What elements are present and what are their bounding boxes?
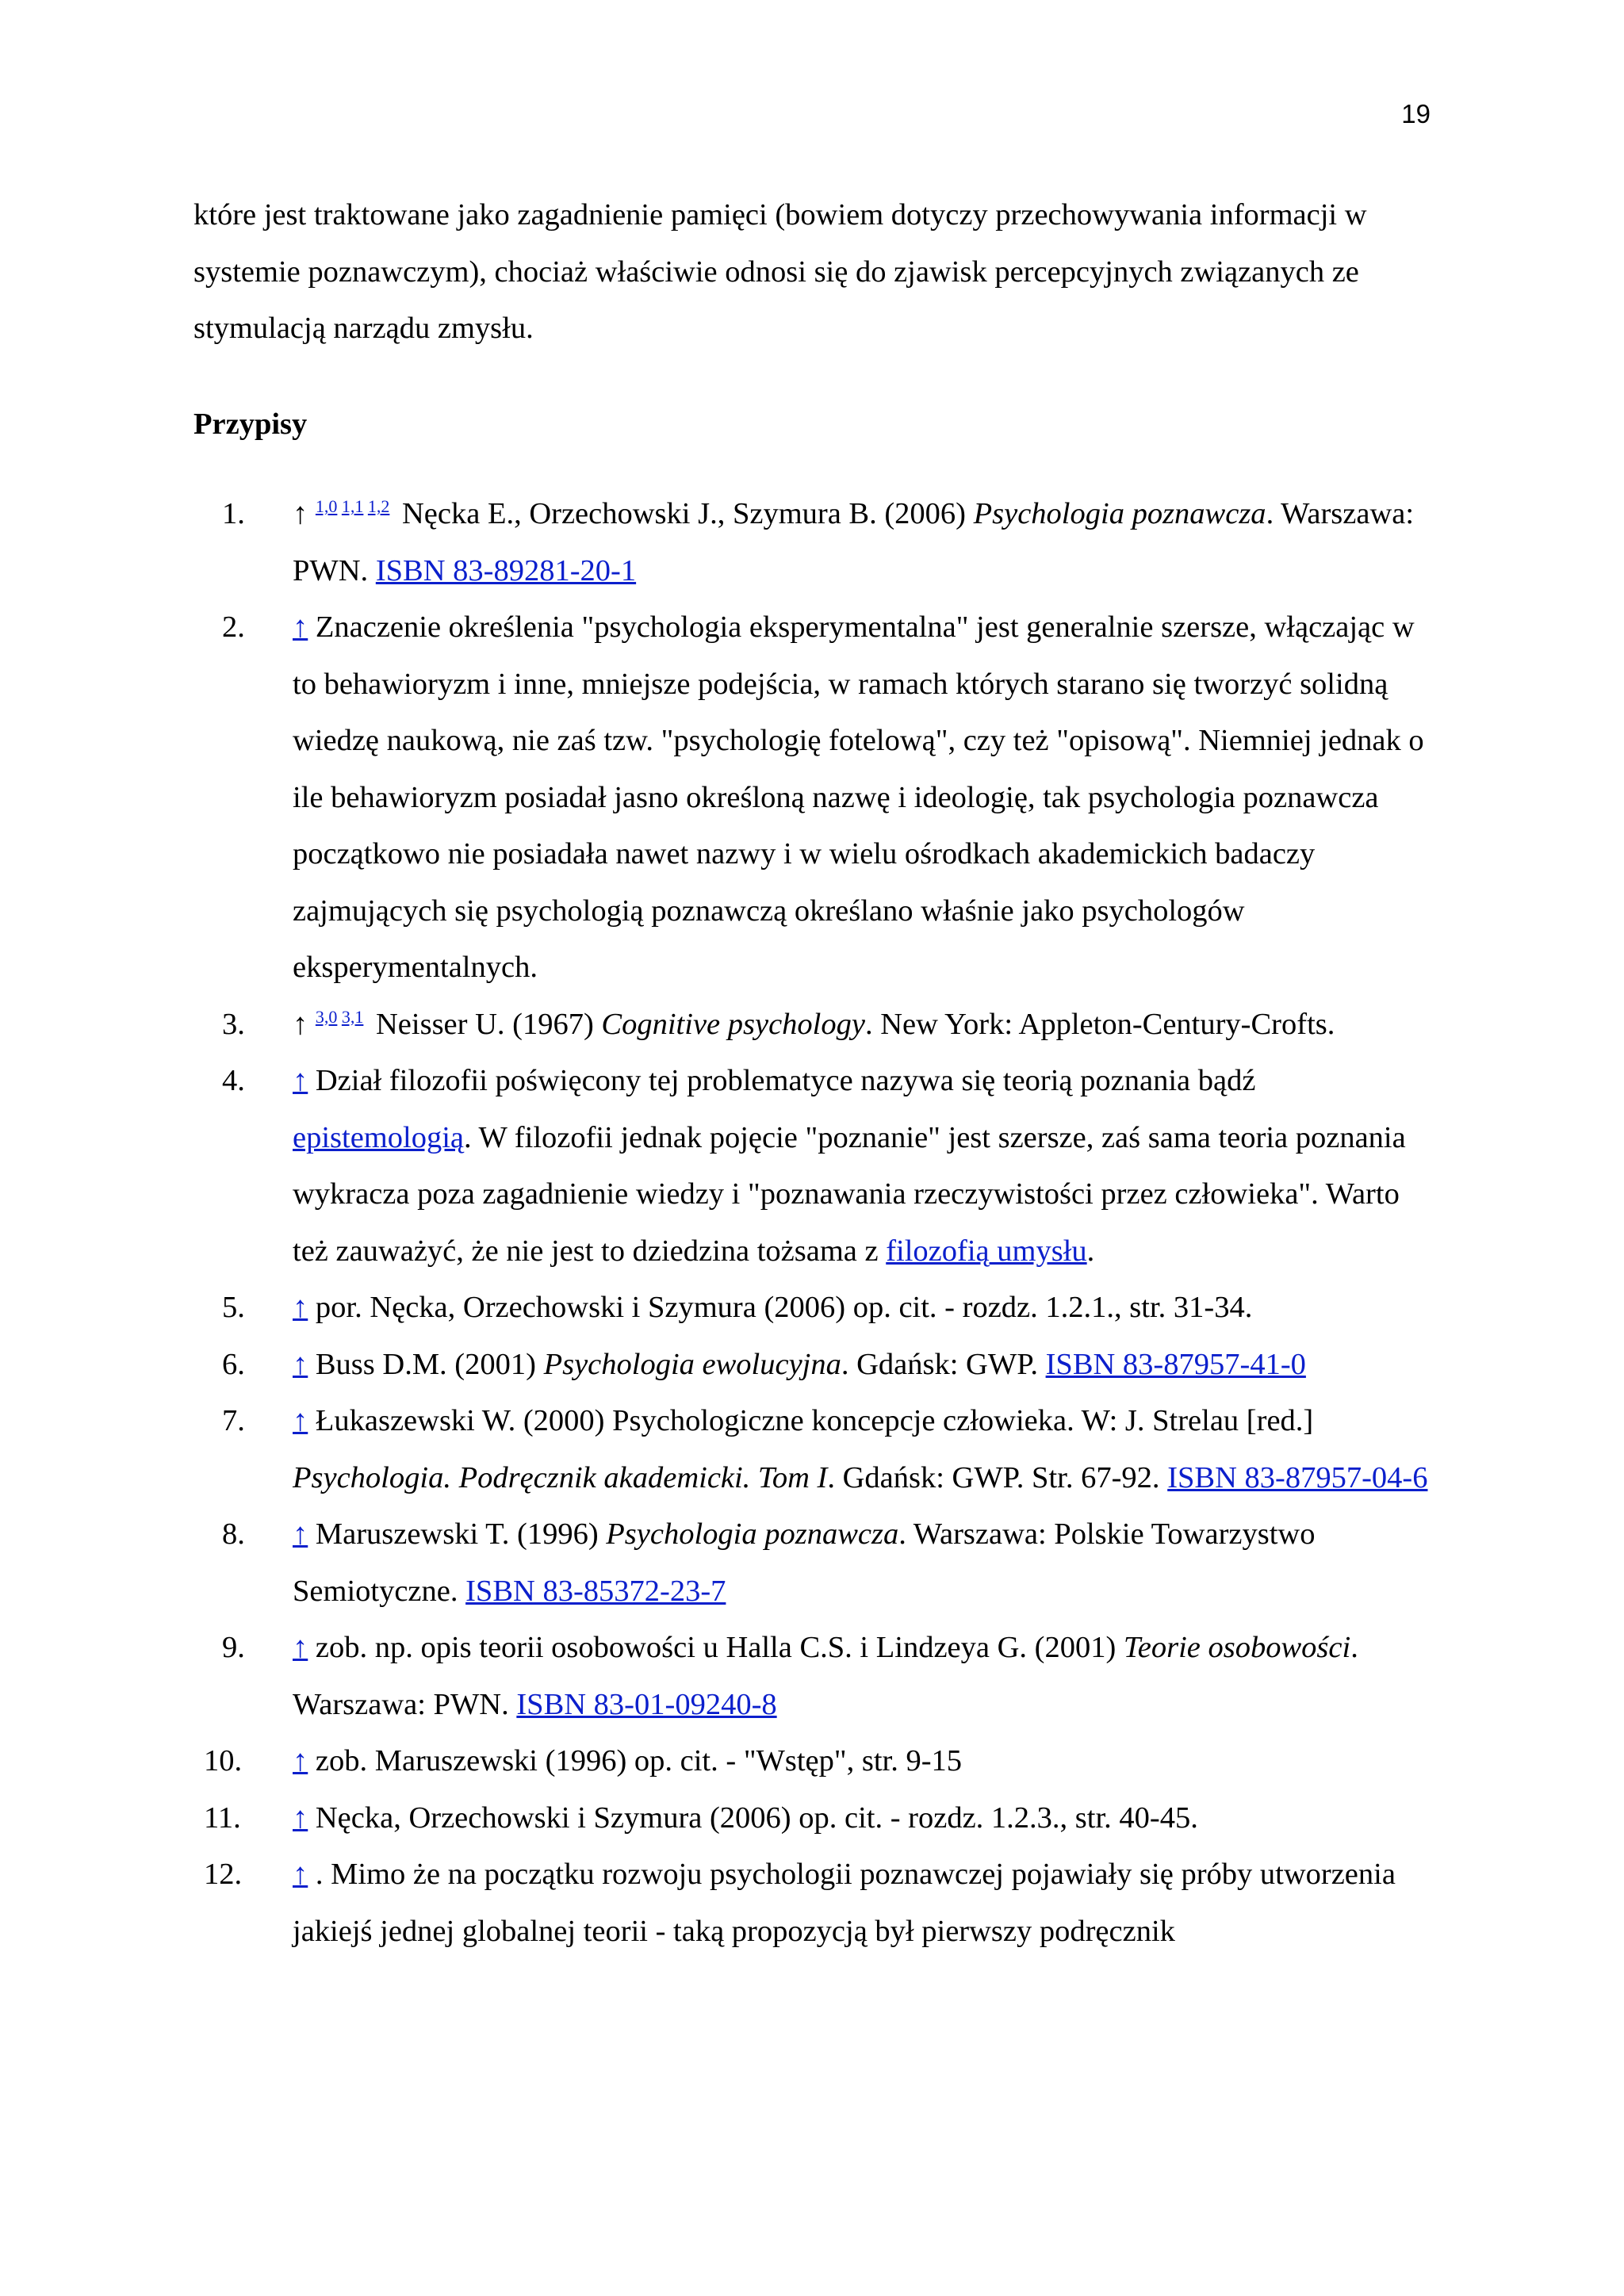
back-arrow-icon[interactable]: ↑ [293,1744,308,1777]
footnote-number: 4. [222,1064,245,1097]
footnote-number: 9. [222,1631,245,1664]
footnote-text: Nęcka E., Orzechowski J., Szymura B. (2006) [394,497,974,530]
footnote-text: Łukaszewski W. (2000) Psychologiczne koncepcje człowieka. W: J. Strelau [red.] [308,1404,1314,1437]
epistemology-link[interactable]: epistemologią [293,1120,464,1154]
footnote-title: Teorie osobowości [1123,1631,1351,1664]
footnote-item [193,1337,1438,1394]
footnote-number: 5. [222,1291,245,1324]
footnote-item [193,1280,1438,1337]
footnote-item [193,1506,1438,1620]
backlink[interactable]: 3,1 [341,1006,364,1027]
footnote-item [193,1790,1438,1847]
footnote-text: . New York: Appleton-Century-Crofts. [864,1007,1335,1041]
footnote-number: 2. [222,610,245,644]
back-arrow-icon[interactable]: ↑ [293,1858,308,1891]
page-number: 19 [1401,99,1431,128]
backlink-group [316,1007,364,1027]
footnote-number: 7. [222,1404,245,1437]
back-arrow-icon[interactable]: ↑ [293,1631,308,1664]
back-arrow-icon: ↑ [293,1007,308,1041]
backlink[interactable]: 3,0 [315,1006,338,1027]
section-heading: Przypisy [193,407,308,441]
back-arrow-icon[interactable]: ↑ [293,1800,308,1835]
footnote-text: . Warszawa: PWN. [293,1631,1358,1721]
footnote-text: zob. Maruszewski (1996) op. cit. - "Wstęp", str. 9-15 [308,1744,963,1777]
isbn-link[interactable]: ISBN 83-87957-41-0 [1045,1347,1306,1381]
footnote-text: Buss D.M. (2001) [308,1347,544,1381]
footnote-number: 3. [222,1007,245,1041]
isbn-link[interactable]: ISBN 83-85372-23-7 [465,1574,726,1608]
page-content [193,187,1438,1960]
footnote-text: . Gdańsk: GWP. [841,1347,1046,1381]
footnote-title: Psychologia ewolucyjna [543,1347,841,1381]
footnote-item [193,1393,1438,1506]
footnote-item [193,1733,1438,1790]
footnote-text: . Gdańsk: GWP. Str. 67-92. [827,1460,1168,1494]
footnote-item [193,1053,1438,1280]
footnote-text: Nęcka, Orzechowski i Szymura (2006) op. cit. - rozdz. 1.2.3., str. 40-45. [308,1800,1198,1835]
footnote-number: 11. [204,1800,241,1835]
footnote-text: Dział filozofii poświęcony tej problematyce nazywa się teorią poznania bądź [308,1064,1256,1097]
backlink[interactable]: 1,1 [341,496,364,516]
back-arrow-icon[interactable]: ↑ [293,1517,308,1551]
footnote-text: . Warszawa: Polskie Towarzystwo Semiotyczne. [293,1517,1316,1608]
footnote-title: Psychologia. Podręcznik akademicki. Tom I [293,1460,828,1494]
isbn-link[interactable]: ISBN 83-89281-20-1 [375,553,637,587]
isbn-link[interactable]: ISBN 83-01-09240-8 [516,1687,777,1721]
philosophy-of-mind-link[interactable]: filozofią umysłu [886,1234,1087,1268]
footnote-text: . W filozofii jednak pojęcie "poznanie" jest szersze, zaś sama teoria poznania wykracza poza zagadnienie wiedzy i "poznawania rzeczywistości przez człowieka". Warto też zauważyć, że nie jest to dziedzina tożsama z [293,1120,1406,1268]
backlink[interactable]: 1,2 [367,496,390,516]
back-arrow-icon: ↑ [293,497,308,530]
footnote-title: Psychologia poznawcza [973,497,1266,530]
footnote-text: Neisser U. (1967) [368,1007,602,1041]
back-arrow-icon[interactable]: ↑ [293,1404,308,1437]
footnote-title: Psychologia poznawcza [606,1517,899,1551]
intro-paragraph: które jest traktowane jako zagadnienie pamięci (bowiem dotyczy przechowywania informacji w systemie poznawczym), chociaż właściwie odnosi się do zjawisk percepcyjnych związanych ze stymulacją narządu zmysłu. [193,198,1367,345]
footnote-item [193,1620,1438,1733]
backlink[interactable]: 1,0 [315,496,338,516]
footnote-item [193,997,1438,1054]
footnote-item [193,1846,1438,1960]
footnote-text: por. Nęcka, Orzechowski i Szymura (2006) op. cit. - rozdz. 1.2.1., str. 31-34. [308,1291,1253,1324]
footnote-title: Cognitive psychology [601,1007,865,1041]
isbn-link[interactable]: ISBN 83-87957-04-6 [1167,1460,1428,1494]
footnote-text: zob. np. opis teorii osobowości u Halla C.S. i Lindzeya G. (2001) [308,1631,1124,1664]
footnote-text: Maruszewski T. (1996) [308,1517,607,1551]
footnote-text: . [1086,1234,1095,1268]
backlink-group [316,496,390,516]
footnote-number: 12. [204,1858,243,1891]
back-arrow-icon[interactable]: ↑ [293,1291,308,1324]
back-arrow-icon[interactable]: ↑ [293,1347,308,1381]
footnote-number: 1. [222,497,245,530]
footnote-text: . Mimo że na początku rozwoju psychologii poznawczej pojawiały się próby utworzenia jakiejś jednej globalnej teorii - taką propozycją był pierwszy podręcznik [293,1858,1396,1948]
footnote-text: . Warszawa: PWN. [293,497,1415,587]
back-arrow-icon[interactable]: ↑ [293,1064,308,1097]
footnotes-list [193,486,1438,1960]
footnote-number: 8. [222,1517,245,1551]
footnote-number: 6. [222,1347,245,1381]
footnote-text: Znaczenie określenia "psychologia eksperymentalna" jest generalnie szersze, włączając w to behawioryzm i inne, mniejsze podejścia, w ramach których starano się tworzyć solidną wiedzę naukową, nie zaś tzw. "psychologię fotelową", czy też "opisową". Niemniej jednak o ile behawioryzm posiadał jasno określoną nazwę i ideologię, tak psychologia poznawcza początkowo nie posiadała nawet nazwy i w wielu ośrodkach akademickich badaczy zajmujących się psychologią poznawczą określano właśnie jako psychologów eksperymentalnych. [293,610,1424,984]
footnote-item [193,599,1438,997]
footnote-number: 10. [204,1744,243,1777]
back-arrow-icon[interactable]: ↑ [293,610,308,644]
footnote-item [193,486,1438,599]
